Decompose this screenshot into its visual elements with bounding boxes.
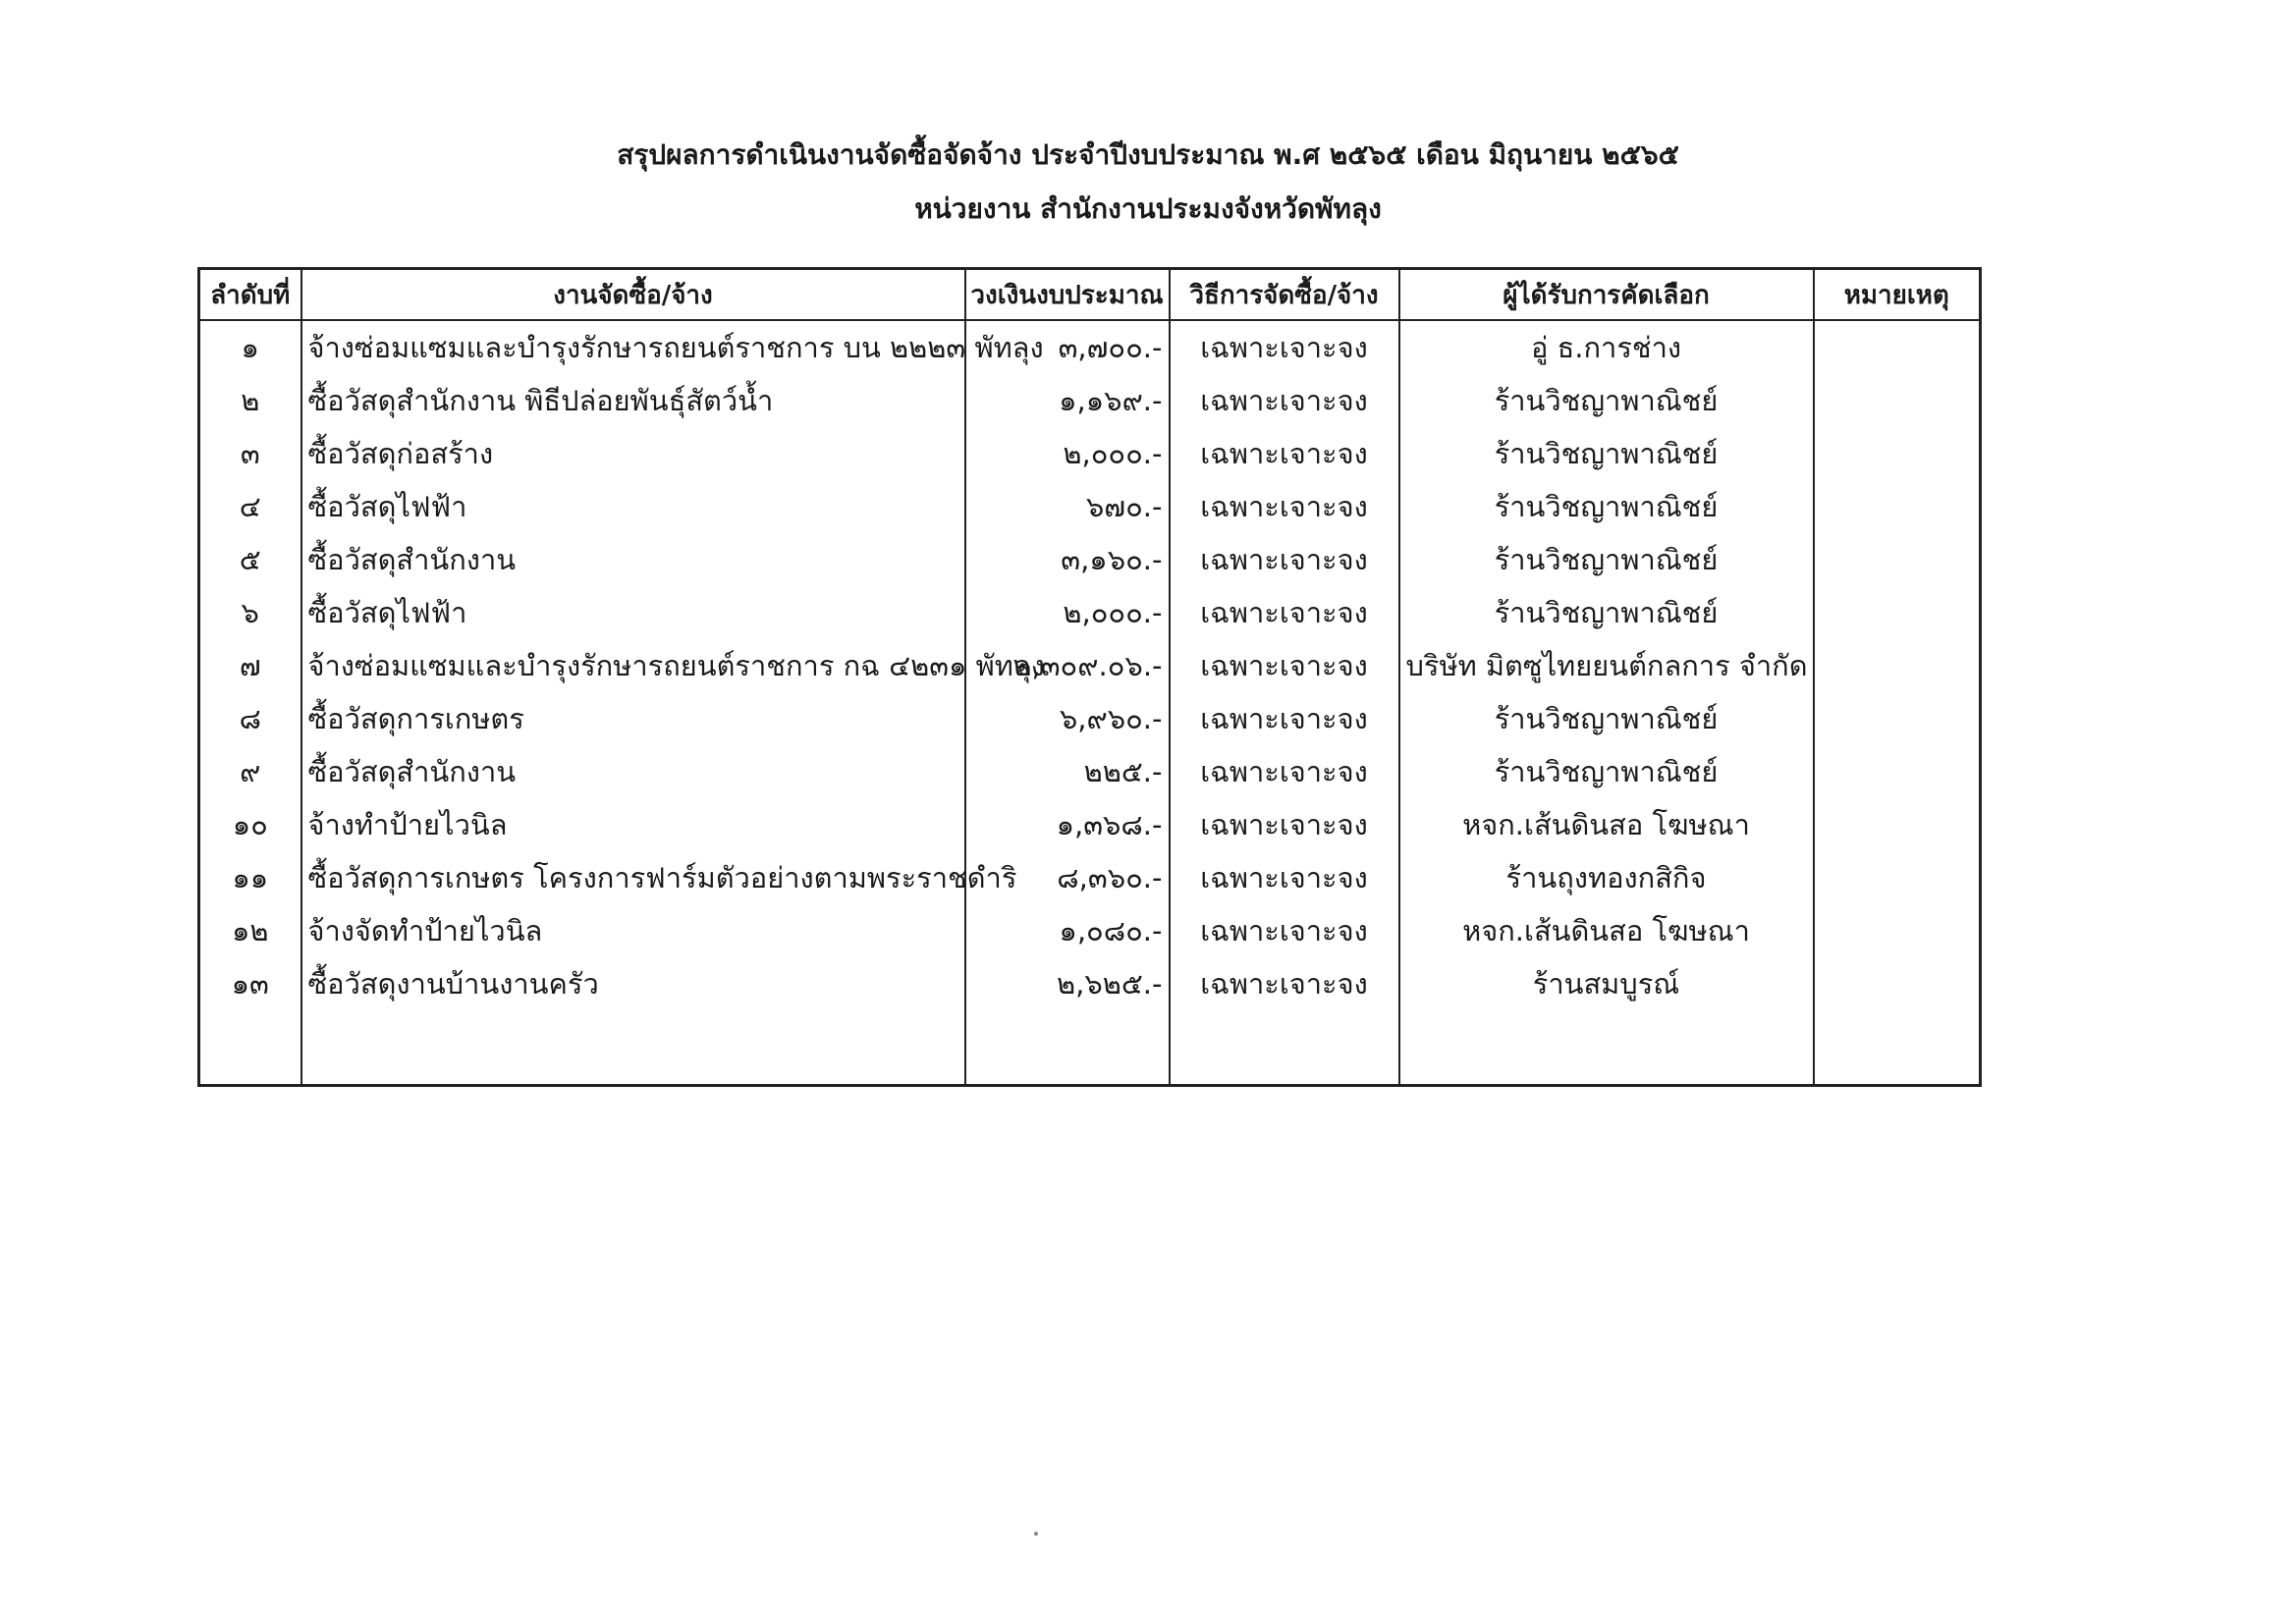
cell-budget: ๒๒๕.- xyxy=(965,745,1170,798)
cell-budget: ๑,๓๖๘.- xyxy=(965,798,1170,851)
cell-item: ซื้อวัสดุสำนักงาน พิธีปล่อยพันธุ์สัตว์น้ำ xyxy=(301,374,965,427)
table-row xyxy=(199,533,1981,586)
cell-vendor: ร้านวิชญาพาณิชย์ xyxy=(1399,480,1814,533)
cell-vendor: ร้านวิชญาพาณิชย์ xyxy=(1399,745,1814,798)
cell-item: ซื้อวัสดุไฟฟ้า xyxy=(301,480,965,533)
cell-no: ๒ xyxy=(199,374,301,427)
cell-vendor: หจก.เส้นดินสอ โฆษณา xyxy=(1399,904,1814,957)
cell-no: ๕ xyxy=(199,533,301,586)
table-empty-row xyxy=(199,1010,1981,1086)
table-row xyxy=(199,586,1981,639)
cell-no: ๑๐ xyxy=(199,798,301,851)
cell-empty xyxy=(1814,1010,1981,1086)
cell-remark xyxy=(1814,851,1981,904)
header-vendor: ผู้ได้รับการคัดเลือก xyxy=(1399,269,1814,321)
cell-budget: ๒,๓๐๙.๐๖.- xyxy=(965,639,1170,692)
cell-method: เฉพาะเจาะจง xyxy=(1170,586,1399,639)
cell-item: จ้างจัดทำป้ายไวนิล xyxy=(301,904,965,957)
cell-empty xyxy=(1170,1010,1399,1086)
cell-budget: ๖,๙๖๐.- xyxy=(965,692,1170,745)
cell-vendor: ร้านวิชญาพาณิชย์ xyxy=(1399,374,1814,427)
cell-vendor: อู่ ธ.การช่าง xyxy=(1399,320,1814,374)
cell-no: ๘ xyxy=(199,692,301,745)
cell-budget: ๑,๐๘๐.- xyxy=(965,904,1170,957)
cell-remark xyxy=(1814,639,1981,692)
cell-empty xyxy=(301,1010,965,1086)
cell-no: ๑๑ xyxy=(199,851,301,904)
cell-budget: ๒,๐๐๐.- xyxy=(965,586,1170,639)
cell-item: ซื้อวัสดุสำนักงาน xyxy=(301,533,965,586)
cell-budget: ๓,๗๐๐.- xyxy=(965,320,1170,374)
cell-remark xyxy=(1814,586,1981,639)
cell-item: ซื้อวัสดุไฟฟ้า xyxy=(301,586,965,639)
table-row xyxy=(199,374,1981,427)
procurement-table xyxy=(197,267,1982,1087)
cell-item: ซื้อวัสดุการเกษตร โครงการฟาร์มตัวอย่างตามพระราชดำริ xyxy=(301,851,965,904)
table-row xyxy=(199,957,1981,1010)
cell-method: เฉพาะเจาะจง xyxy=(1170,427,1399,480)
header-item: งานจัดซื้อ/จ้าง xyxy=(301,269,965,321)
cell-remark xyxy=(1814,904,1981,957)
cell-no: ๔ xyxy=(199,480,301,533)
cell-budget: ๒,๖๒๕.- xyxy=(965,957,1170,1010)
cell-vendor: บริษัท มิตซูไทยยนต์กลการ จำกัด xyxy=(1399,639,1814,692)
cell-item: จ้างซ่อมแซมและบำรุงรักษารถยนต์ราชการ บน ๒๒๒๓ พัทลุง xyxy=(301,320,965,374)
cell-method: เฉพาะเจาะจง xyxy=(1170,480,1399,533)
cell-method: เฉพาะเจาะจง xyxy=(1170,374,1399,427)
cell-item: จ้างทำป้ายไวนิล xyxy=(301,798,965,851)
table-row xyxy=(199,745,1981,798)
cell-method: เฉพาะเจาะจง xyxy=(1170,798,1399,851)
cell-remark xyxy=(1814,374,1981,427)
scan-speck xyxy=(1034,1532,1038,1536)
cell-vendor: ร้านถุงทองกสิกิจ xyxy=(1399,851,1814,904)
cell-method: เฉพาะเจาะจง xyxy=(1170,904,1399,957)
cell-budget: ๓,๑๖๐.- xyxy=(965,533,1170,586)
cell-item: ซื้อวัสดุการเกษตร xyxy=(301,692,965,745)
cell-vendor: หจก.เส้นดินสอ โฆษณา xyxy=(1399,798,1814,851)
cell-vendor: ร้านวิชญาพาณิชย์ xyxy=(1399,427,1814,480)
cell-item: จ้างซ่อมแซมและบำรุงรักษารถยนต์ราชการ กฉ ๔๒๓๑ พัทลุง xyxy=(301,639,965,692)
cell-method: เฉพาะเจาะจง xyxy=(1170,745,1399,798)
cell-remark xyxy=(1814,533,1981,586)
cell-empty xyxy=(1399,1010,1814,1086)
cell-vendor: ร้านวิชญาพาณิชย์ xyxy=(1399,533,1814,586)
table-row xyxy=(199,480,1981,533)
cell-no: ๓ xyxy=(199,427,301,480)
cell-method: เฉพาะเจาะจง xyxy=(1170,320,1399,374)
cell-vendor: ร้านวิชญาพาณิชย์ xyxy=(1399,692,1814,745)
cell-remark xyxy=(1814,745,1981,798)
table-row xyxy=(199,851,1981,904)
cell-item: ซื้อวัสดุก่อสร้าง xyxy=(301,427,965,480)
cell-remark xyxy=(1814,957,1981,1010)
table-header-row xyxy=(199,269,1981,321)
cell-empty xyxy=(199,1010,301,1086)
cell-budget: ๑,๑๖๙.- xyxy=(965,374,1170,427)
cell-item: ซื้อวัสดุสำนักงาน xyxy=(301,745,965,798)
cell-method: เฉพาะเจาะจง xyxy=(1170,692,1399,745)
header-method: วิธีการจัดซื้อ/จ้าง xyxy=(1170,269,1399,321)
cell-item: ซื้อวัสดุงานบ้านงานครัว xyxy=(301,957,965,1010)
header-remark: หมายเหตุ xyxy=(1814,269,1981,321)
cell-method: เฉพาะเจาะจง xyxy=(1170,957,1399,1010)
cell-vendor: ร้านสมบูรณ์ xyxy=(1399,957,1814,1010)
cell-method: เฉพาะเจาะจง xyxy=(1170,533,1399,586)
table-row xyxy=(199,798,1981,851)
cell-vendor: ร้านวิชญาพาณิชย์ xyxy=(1399,586,1814,639)
cell-no: ๙ xyxy=(199,745,301,798)
table-row xyxy=(199,692,1981,745)
cell-method: เฉพาะเจาะจง xyxy=(1170,639,1399,692)
document-subtitle-agency: หน่วยงาน สำนักงานประมงจังหวัดพัทลุง xyxy=(914,192,1382,225)
table-row xyxy=(199,639,1981,692)
cell-no: ๑ xyxy=(199,320,301,374)
cell-budget: ๘,๓๖๐.- xyxy=(965,851,1170,904)
cell-budget: ๒,๐๐๐.- xyxy=(965,427,1170,480)
cell-remark xyxy=(1814,692,1981,745)
cell-no: ๑๒ xyxy=(199,904,301,957)
cell-remark xyxy=(1814,480,1981,533)
cell-remark xyxy=(1814,798,1981,851)
document-title: สรุปผลการดำเนินงานจัดซื้อจัดจ้าง ประจำปีงบประมาณ พ.ศ ๒๕๖๕ เดือน มิถุนายน ๒๕๖๕ xyxy=(617,138,1679,171)
cell-no: ๗ xyxy=(199,639,301,692)
cell-no: ๖ xyxy=(199,586,301,639)
cell-remark xyxy=(1814,320,1981,374)
header-no: ลำดับที่ xyxy=(199,269,301,321)
cell-no: ๑๓ xyxy=(199,957,301,1010)
table-row xyxy=(199,427,1981,480)
cell-empty xyxy=(965,1010,1170,1086)
table-row xyxy=(199,320,1981,374)
cell-budget: ๖๗๐.- xyxy=(965,480,1170,533)
table-row xyxy=(199,904,1981,957)
cell-method: เฉพาะเจาะจง xyxy=(1170,851,1399,904)
header-budget: วงเงินงบประมาณ xyxy=(965,269,1170,321)
cell-remark xyxy=(1814,427,1981,480)
